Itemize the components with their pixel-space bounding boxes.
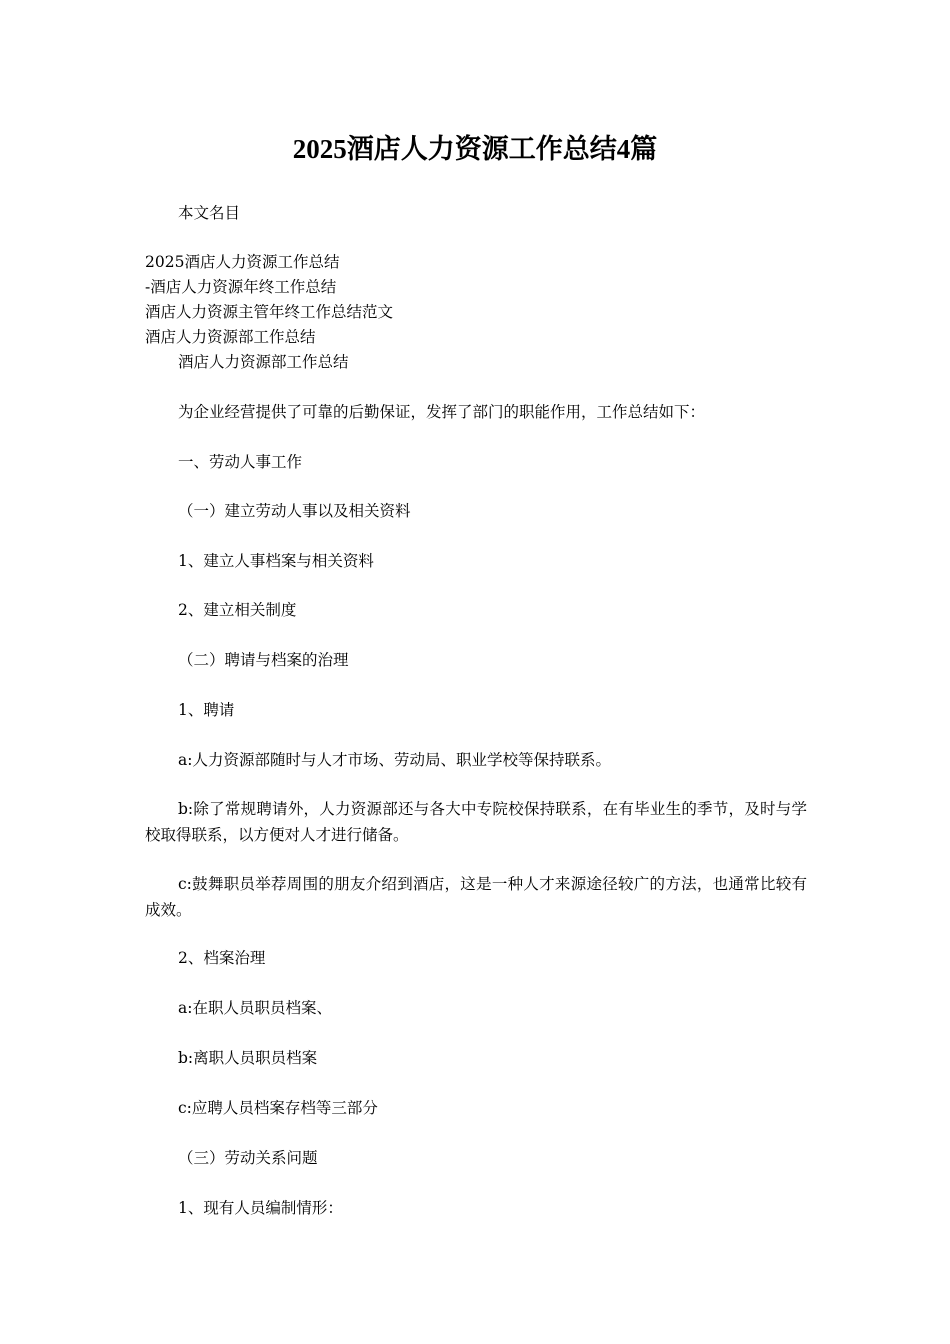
heading-level-2: （一）建立劳动人事以及相关资料 [178,502,411,520]
toc-item: -酒店人力资源年终工作总结 [145,278,337,296]
sub-item-paragraph: c:鼓舞职员举荐周围的朋友介绍到酒店，这是一种人才来源途径较广的方法，也通常比较有成效。 [145,875,807,919]
sub-item: a:在职人员职员档案、 [178,999,332,1017]
list-item: 2、建立相关制度 [178,601,297,619]
list-item: 1、建立人事档案与相关资料 [178,552,374,570]
toc-item: 酒店人力资源主管年终工作总结范文 [145,303,394,321]
heading-level-1: 一、劳动人事工作 [178,453,303,471]
intro-paragraph: 为企业经营提供了可靠的后勤保证，发挥了部门的职能作用，工作总结如下： [178,403,706,421]
list-item: 1、现有人员编制情形： [178,1199,343,1217]
toc-item: 酒店人力资源部工作总结 [145,328,316,346]
list-item: 1、聘请 [178,701,235,719]
sub-item: a:人力资源部随时与人才市场、劳动局、职业学校等保持联系。 [178,751,611,769]
list-item: 2、档案治理 [178,949,266,967]
sub-item: c:应聘人员档案存档等三部分 [178,1099,378,1117]
sub-item-paragraph: b:除了常规聘请外，人力资源部还与各大中专院校保持联系，在有毕业生的季节，及时与学校取得联系，以方便对人才进行储备。 [145,800,807,844]
section-title: 酒店人力资源部工作总结 [178,353,349,371]
toc-heading: 本文名目 [178,204,241,222]
heading-level-2: （三）劳动关系问题 [178,1149,318,1167]
document-title: 2025酒店人力资源工作总结4篇 [292,134,658,164]
sub-item: b:离职人员职员档案 [178,1049,318,1067]
heading-level-2: （二）聘请与档案的治理 [178,651,349,669]
toc-item: 2025酒店人力资源工作总结 [145,253,340,271]
